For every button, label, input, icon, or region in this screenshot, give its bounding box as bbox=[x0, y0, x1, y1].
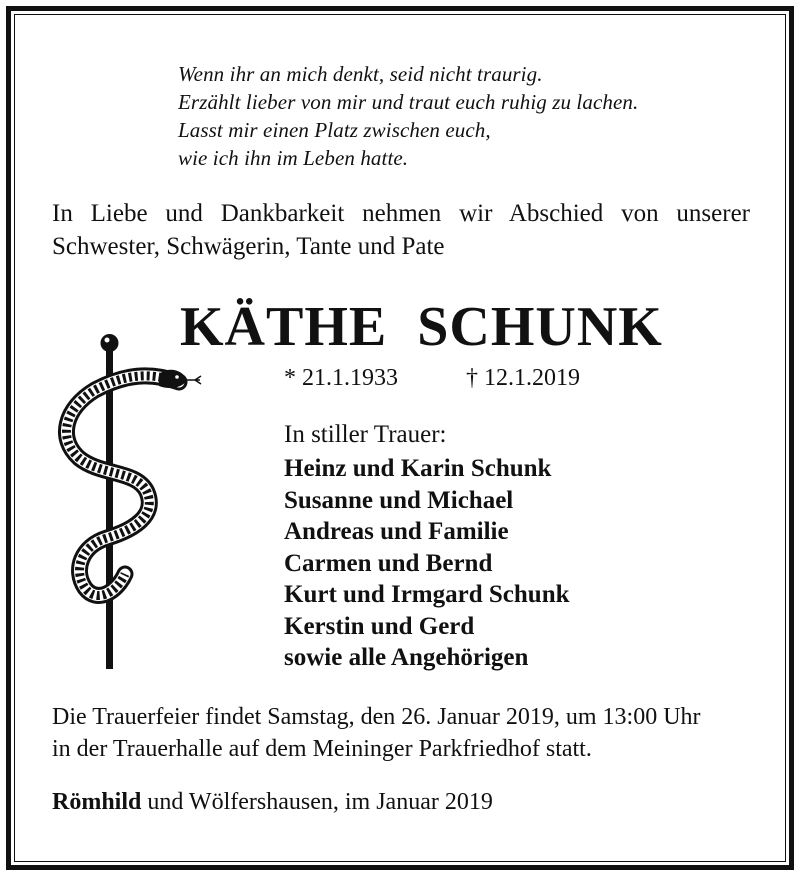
rod-of-asclepius-icon bbox=[55, 330, 205, 670]
mourner-name: Andreas und Familie bbox=[284, 518, 509, 545]
poem-line: Erzählt lieber von mir und traut euch ruhig zu lachen. bbox=[178, 90, 639, 114]
mourner-name: Carmen und Bernd bbox=[284, 549, 493, 577]
poem-line: wie ich ihn im Leben hatte. bbox=[178, 146, 409, 170]
mourner-name: Kurt und Irmgard Schunk bbox=[284, 581, 570, 608]
place-and-date bbox=[52, 789, 493, 816]
mourners-heading: In stiller Trauer: bbox=[284, 421, 447, 448]
deceased-last-name: SCHUNK bbox=[417, 296, 663, 358]
ceremony-line: in der Trauerhalle auf dem Meininger Parkfriedhof statt. bbox=[52, 736, 592, 762]
place-town: Römhild bbox=[52, 789, 142, 815]
poem bbox=[178, 60, 638, 172]
serpent bbox=[66, 370, 201, 596]
mourner-name: Kerstin und Gerd bbox=[284, 612, 475, 640]
intro-text bbox=[52, 197, 750, 263]
mourners-list bbox=[284, 453, 570, 674]
staff-knob bbox=[101, 334, 119, 352]
poem-line: Lasst mir einen Platz zwischen euch, bbox=[178, 118, 491, 142]
intro-line: Schwester, Schwägerin, Tante und Pate bbox=[52, 233, 445, 260]
ceremony-line: Die Trauerfeier findet Samstag, den 26. Januar 2019, um 13:00 Uhr bbox=[52, 704, 701, 730]
deceased-name bbox=[180, 295, 663, 359]
intro-line: In Liebe und Dankbarkeit nehmen wir Abschied von unserer bbox=[52, 200, 750, 227]
death-date: † 12.1.2019 bbox=[466, 365, 580, 391]
poem-line: Wenn ihr an mich denkt, seid nicht traurig. bbox=[178, 62, 543, 86]
birth-date: * 21.1.1933 bbox=[284, 365, 398, 391]
place-rest: und Wölfershausen, im Januar 2019 bbox=[141, 789, 493, 815]
staff-knob-highlight bbox=[105, 338, 110, 343]
mourner-name: Susanne und Michael bbox=[284, 486, 514, 514]
mourner-name: sowie alle Angehörigen bbox=[284, 644, 529, 671]
deceased-first-name: KÄTHE bbox=[180, 296, 388, 358]
life-dates bbox=[284, 365, 580, 392]
ceremony-notice bbox=[52, 701, 701, 765]
mourner-name: Heinz und Karin Schunk bbox=[284, 455, 552, 482]
